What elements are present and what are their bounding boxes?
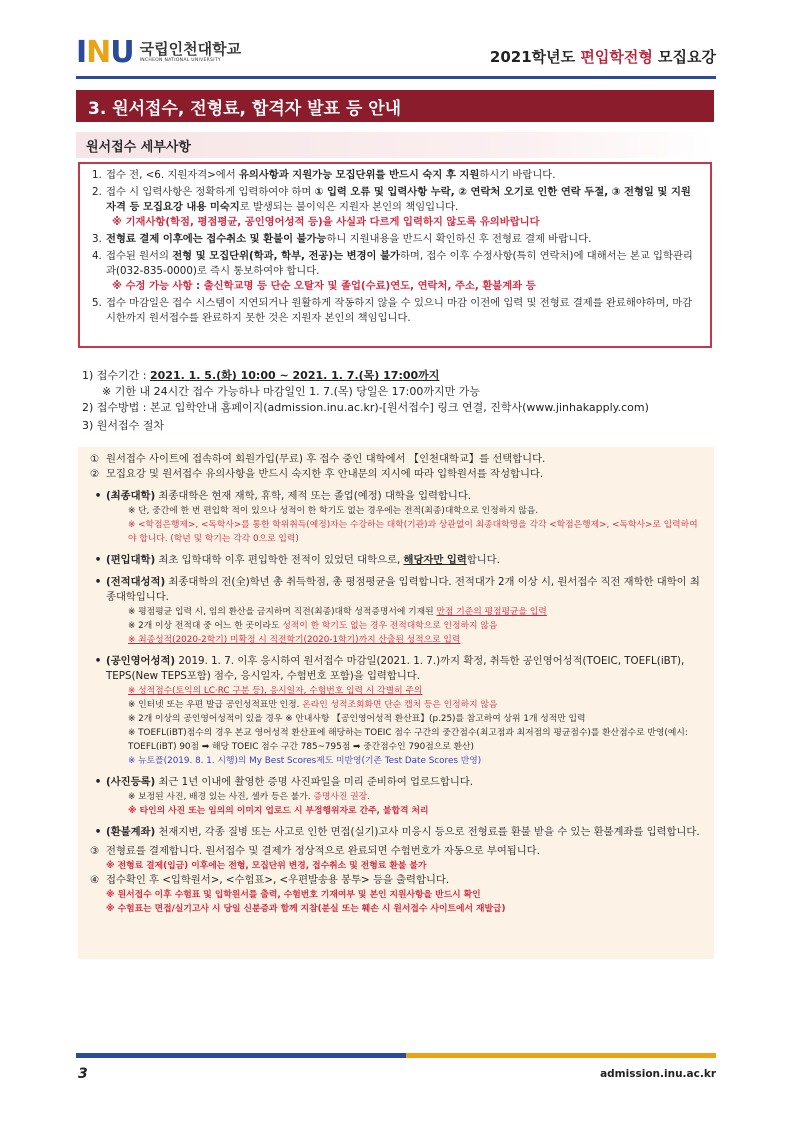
section-header xyxy=(76,90,714,122)
notice-item: 1. 접수 전, <6. 지원자격>에서 유의사항과 지원가능 모집단위를 반드시 숙지 후 지원하시기 바랍니다. xyxy=(92,169,556,181)
page-header xyxy=(76,36,716,72)
subsection-header xyxy=(76,132,714,158)
application-info xyxy=(82,368,712,434)
procedure-step: ③ 전형료를 결제합니다. 원서접수 및 결제가 정상적으로 완료되면 수험번호가 자동으로 부여됩니다. xyxy=(90,845,540,857)
application-period: 1) 접수기간 : 2021. 1. 5.(화) 10:00 ~ 2021. 1. 7.(목) 17:00까지 xyxy=(82,369,440,382)
page-number: 3 xyxy=(78,1066,88,1082)
logo-korean-name: 국립인천대학교 xyxy=(139,40,242,58)
application-period-note: ※ 기한 내 24시간 접수 가능하나 마감일인 1. 7.(목) 당일은 17:00까지만 가능 xyxy=(102,385,480,398)
field-guide-transfer-college: • (편입대학) 최초 입학대학 이후 편입학한 전적이 있었던 대학으로, 해당자만 입력합니다. xyxy=(94,554,500,566)
footer-url: admission.inu.ac.kr xyxy=(600,1068,716,1080)
field-guide-photo: • (사진등록) 최근 1년 이내에 촬영한 증명 사진파일을 미리 준비하여 업로드합니다. ※ 보정된 사진, 배경 있는 사진, 셀카 등은 불가. 증명사진 권장. ※ 타인의 사진 또는 임의의 이미지 업로드 시 부정행위자로 간주, 불합격 처리 xyxy=(94,776,473,816)
logo-english-name: INCHEON NATIONAL UNIVERSITY xyxy=(139,58,221,63)
university-logo xyxy=(76,35,242,70)
procedure-box xyxy=(78,447,714,959)
notice-warning: ※ 수정 가능 사항 : 출신학교명 등 단순 오탈자 및 졸업(수료)연도, 연락처, 주소, 환불계좌 등 xyxy=(112,280,536,292)
footer-rule-navy xyxy=(76,1053,406,1058)
procedure-step: ④ 접수확인 후 <입학원서>, <수험표>, <우편발송용 봉투> 등을 출력합니다. xyxy=(90,874,450,886)
procedure-step: ① 원서접수 사이트에 접속하여 회원가입(무료) 후 접수 중인 대학에서 【인천대학교】를 선택합니다. xyxy=(90,453,546,465)
application-procedure-heading: 3) 원서접수 절차 xyxy=(82,419,165,432)
document-title: 2021학년도 편입학전형 모집요강 xyxy=(489,48,716,66)
logo-mark: INU xyxy=(76,35,134,70)
notice-warning: ※ 기재사항(학점, 평점평균, 공인영어성적 등)을 사실과 다르게 입력하지 않도록 유의바랍니다 xyxy=(112,216,540,228)
footer-rule-gold xyxy=(406,1053,716,1058)
section-title: 3. 원서접수, 전형료, 합격자 발표 등 안내 xyxy=(88,99,402,119)
field-guide-english-score: • (공인영어성적) 2019. 1. 7. 이후 응시하여 원서접수 마감일(2021. 1. 7.)까지 확정, 취득한 공인영어성적(TOEIC, TOEFL(iBT), TEPS(New TEPS포함) 점수, 응시일자, 수험번호 포함)을 입력합니다. ※ 성적점수(토익의 LC·RC 구분 등), 응시일자, 수험번호 입력 시 각별히 주의 ※ 인터넷 또는 우편 발급 공인성적표만 인정. 온라인 성적조회화면 단순 캡처 등은 인정하지 않음 ※ 2개 이상의 공인영어성적이 있을 경우 ※ 안내사항 【공인영어성적 환산표】(p.25)를 참고하여 상위 1개 성적만 입력 ※ TOEFL(iBT)점수의 경우 본교 영어성적 환산표에 해당하는 TOEIC 점수 구간의 중간점수(최고점과 최저점의 평균점수)를 환산점수로 반영(예시: TOEFL(iBT) 90점 ➡ 해당 TOEIC 점수 구간 785~795점 ➡ 중간점수인 790점으로 환산) ※ 뉴토플(2019. 8. 1. 시행)의 My Best Scores제도 미반영(기존 Test Date Scores 반영) xyxy=(94,655,688,766)
subsection-title: 원서접수 세부사항 xyxy=(86,140,191,155)
field-guide-refund-account: • (환불계좌) 천재지변, 각종 질병 또는 사고로 인한 면접(실기)고사 미응시 등으로 전형료를 환불 받을 수 있는 환불계좌를 입력합니다. xyxy=(94,826,700,838)
procedure-warning: ※ 수험표는 면접/실기고사 시 당일 신분증과 함께 지참(분실 또는 훼손 시 원서접수 사이트에서 재발급) xyxy=(106,904,506,914)
notice-item: 4. 접수된 원서의 전형 및 모집단위(학과, 학부, 전공)는 변경이 불가하며, 접수 이후 수정사항(특히 연락처)에 대해서는 본교 입학관리과(032-835-0000)로 즉시 통보하여야 합니다. ※ 수정 가능 사항 : 출신학교명 등 단순 오탈자 및 졸업(수료)연도, 연락처, 주소, 환불계좌 등 xyxy=(92,250,693,292)
notice-item: 2. 접수 시 입력사항은 정확하게 입력하여야 하며 ① 입력 오류 및 입력사항 누락, ② 연락처 오기로 인한 연락 두절, ③ 전형일 및 지원자격 등 모집요강 내용 미숙지로 발생되는 불이익은 지원자 본인의 책임입니다. ※ 기재사항(학점, 평점평균, 공인영어성적 등)을 사실과 다르게 입력하지 않도록 유의바랍니다 xyxy=(92,186,691,228)
procedure-warning: ※ 원서접수 이후 수험표 및 입학원서를 출력, 수험번호 기재여부 및 본인 지원사항을 반드시 확인 xyxy=(106,890,481,900)
procedure-warning: ※ 전형료 결제(입금) 이후에는 전형, 모집단위 변경, 접수취소 및 전형료 환불 불가 xyxy=(106,861,427,871)
notice-item: 3. 전형료 결제 이후에는 접수취소 및 환불이 불가능하니 지원내용을 반드시 확인하신 후 전형료 결제 바랍니다. xyxy=(92,233,592,245)
field-guide-final-college: • (최종대학) 최종대학은 현재 재학, 휴학, 제적 또는 졸업(예정) 대학을 입력합니다. ※ 단, 중간에 한 번 편입학 적이 있으나 성적이 한 학기도 없는 경우에는 전적(최종)대학으로 인정하지 않음. ※ <학점은행제>, <독학사>를 통한 학위취득(예정)자는 수강하는 대학(기관)과 상관없이 최종대학명을 각각 <학점은행제>, <독학사>로 입력하여야 합니다. (학년 및 학기는 각각 0으로 입력) xyxy=(94,490,698,544)
notice-item: 5. 접수 마감일은 접수 시스템이 지연되거나 원활하게 작동하지 않을 수 있으니 마감 이전에 입력 및 전형료 결제를 완료해야하며, 마감 시한까지 원서접수를 완료하지 못한 것은 지원자 본인의 책임입니다. xyxy=(92,297,693,324)
procedure-step: ② 모집요강 및 원서접수 유의사항을 반드시 숙지한 후 안내문의 지시에 따라 입학원서를 작성합니다. xyxy=(90,468,544,480)
notice-box xyxy=(78,162,712,348)
field-guide-previous-grades: • (전적대성적) 최종대학의 전(全)학년 총 취득학점, 총 평점평균을 입력합니다. 전적대가 2개 이상 시, 원서접수 직전 재학한 대학이 최종대학입니다. ※ 평점평균 입력 시, 임의 환산을 금지하며 직전(최종)대학 성적증명서에 기재된 만점 기준의 평점평균을 입력 ※ 2개 이상 전적대 중 어느 한 곳이라도 성적이 한 학기도 없는 경우 전적대학으로 인정하지 않음 ※ 최종성적(2020-2학기) 미확정 시 직전학기(2020-1학기)까지 산출된 성적으로 입력 xyxy=(94,576,700,645)
header-rule xyxy=(76,76,716,79)
application-method: 2) 접수방법 : 본교 입학안내 홈페이지(admission.inu.ac.kr)-[원서접수] 링크 연결, 진학사(www.jinhakapply.com) xyxy=(82,401,649,414)
